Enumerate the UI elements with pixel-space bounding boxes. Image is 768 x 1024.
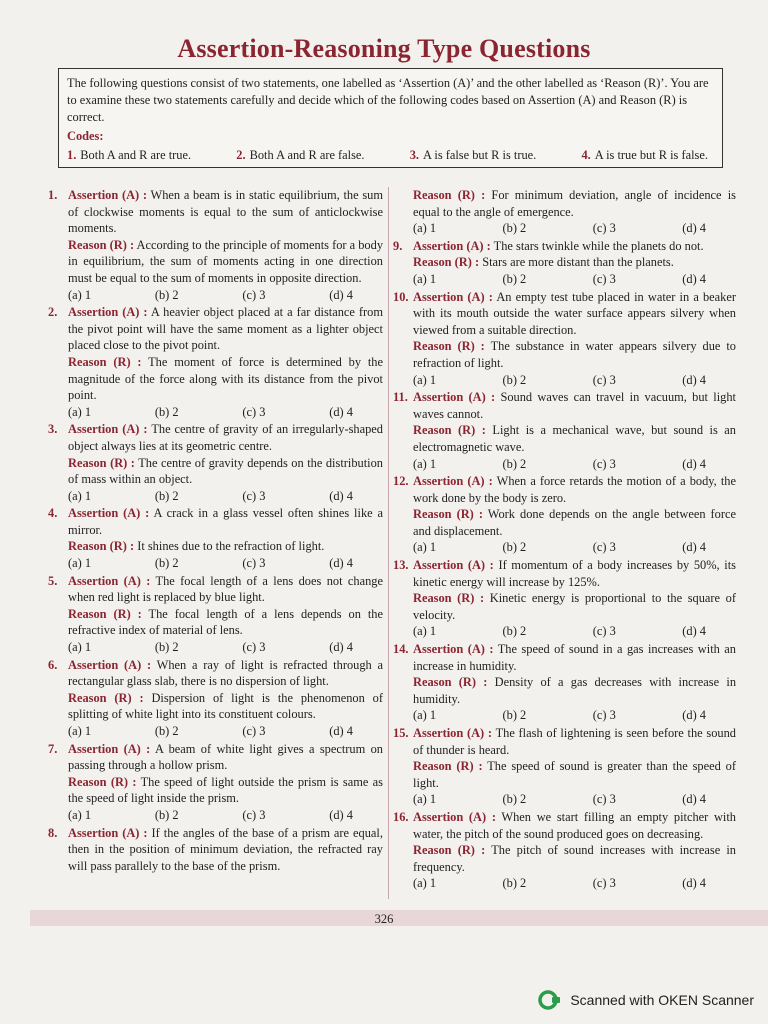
question-6 <box>48 657 383 740</box>
options-row <box>68 723 383 740</box>
reason-text: The substance in water appears silvery due to refraction of light. <box>413 339 736 370</box>
assertion-label: Assertion (A) : <box>413 390 496 405</box>
question-9 <box>393 238 736 288</box>
code-3: 3. A is false but R is true. <box>409 148 537 162</box>
question-number: 10. <box>393 289 409 304</box>
reason <box>68 774 383 807</box>
option-a: (a) 1 <box>68 488 92 503</box>
reason-label: Reason (R) : <box>68 774 137 789</box>
left-column <box>48 187 383 875</box>
reason-label: Reason (R) : <box>413 759 483 774</box>
assertion-text: The stars twinkle while the planets do not. <box>493 238 704 253</box>
question-number: 5. <box>48 573 58 588</box>
reason-label: Reason (R) : <box>413 188 486 202</box>
option-d: (d) 4 <box>682 624 706 639</box>
reason <box>413 842 736 875</box>
page-number: 326 <box>374 912 394 926</box>
option-b: (b) 2 <box>154 807 179 822</box>
assertion-text: When a force retards the motion of a body, the work done by the body is zero. <box>413 474 736 505</box>
option-c: (c) 3 <box>242 488 266 503</box>
question-number: 15. <box>393 726 409 740</box>
assertion-label: Assertion (A) : <box>68 657 152 672</box>
reason-text: Kinetic energy is proportional to the square of velocity. <box>413 591 736 622</box>
question-2 <box>48 304 383 420</box>
options-row <box>68 404 383 421</box>
option-d: (d) 4 <box>682 372 706 387</box>
question-number: 8. <box>48 825 58 840</box>
option-c: (c) 3 <box>592 372 616 387</box>
assertion <box>68 741 383 774</box>
assertion-text: If the angles of the base of a prism are equal, then in the position of minimum deviation, the refracted ray will pass parallely to the base of the prism. <box>68 825 383 873</box>
question-12 <box>393 473 736 556</box>
reason <box>413 338 736 371</box>
assertion-label: Assertion (A) : <box>68 305 148 320</box>
question-number: 7. <box>48 741 58 756</box>
option-a: (a) 1 <box>413 792 437 807</box>
reason-label: Reason (R) : <box>413 507 483 522</box>
question-number: 9. <box>393 238 403 253</box>
option-b: (b) 2 <box>154 724 179 738</box>
scanner-watermark <box>538 988 754 1012</box>
reason-text: The centre of gravity depends on the distribution of mass within an object. <box>68 455 383 487</box>
options-row <box>413 875 736 892</box>
option-a: (a) 1 <box>413 372 437 387</box>
reason <box>413 506 736 539</box>
option-d: (d) 4 <box>682 271 706 286</box>
assertion-label: Assertion (A) : <box>68 573 151 588</box>
assertion-label: Assertion (A) : <box>413 642 494 657</box>
option-b: (b) 2 <box>502 876 527 891</box>
assertion-label: Assertion (A) : <box>413 238 491 253</box>
option-a: (a) 1 <box>68 556 92 571</box>
code-2: 2. Both A and R are false. <box>236 148 365 162</box>
question-11 <box>393 389 736 472</box>
option-d: (d) 4 <box>682 221 706 236</box>
reason <box>68 690 383 723</box>
reason-text: It shines due to the refraction of light. <box>137 539 325 554</box>
options-row <box>68 488 383 505</box>
option-c: (c) 3 <box>592 708 616 723</box>
option-a: (a) 1 <box>68 724 92 738</box>
instructions-box <box>58 68 723 168</box>
question-10 <box>393 289 736 389</box>
reason-text: For minimum deviation, angle of incidence is equal to the angle of emergence. <box>413 188 736 219</box>
question-number: 1. <box>48 188 58 202</box>
reason-text: The focal length of a lens depends on the refractive index of material of lens. <box>68 606 384 638</box>
assertion-text: The flash of lightening is seen before the sound of thunder is heard. <box>413 726 736 757</box>
option-c: (c) 3 <box>242 807 266 822</box>
assertion <box>413 641 736 674</box>
option-a: (a) 1 <box>413 540 437 555</box>
option-a: (a) 1 <box>413 271 437 286</box>
reason <box>413 758 736 791</box>
option-c: (c) 3 <box>242 556 266 571</box>
reason-text: Dispersion of light is the phenomenon of splitting of white light into its constituent colours. <box>68 690 383 722</box>
column-divider <box>388 187 389 899</box>
assertion-text: The speed of sound in a gas increases with an increase in humidity. <box>413 642 736 673</box>
options-row <box>413 623 736 640</box>
assertion-text: The focal length of a lens does not change when red light is replaced by blue light. <box>68 573 383 605</box>
code-1: 1. Both A and R are true. <box>67 148 192 162</box>
option-a: (a) 1 <box>68 807 92 822</box>
assertion-label: Assertion (A) : <box>68 188 148 202</box>
option-c: (c) 3 <box>242 404 266 419</box>
option-c: (c) 3 <box>592 271 616 286</box>
option-c: (c) 3 <box>592 456 616 471</box>
page-title: Assertion-Reasoning Type Questions <box>177 34 591 63</box>
option-c: (c) 3 <box>592 624 616 639</box>
reason <box>68 354 383 404</box>
option-c: (c) 3 <box>592 540 616 555</box>
option-a: (a) 1 <box>413 624 437 639</box>
option-d: (d) 4 <box>329 724 353 738</box>
assertion-text: A crack in a glass vessel often shines like a mirror. <box>68 506 383 537</box>
question-number: 13. <box>393 558 409 573</box>
question-4 <box>48 505 383 571</box>
question-number: 4. <box>48 506 58 521</box>
assertion-text: An empty test tube placed in water in a beaker with its mouth outside the water surface appears silvery when viewed from a suitable direction. <box>413 289 736 337</box>
assertion-label: Assertion (A) : <box>413 474 493 489</box>
option-b: (b) 2 <box>502 792 527 807</box>
option-a: (a) 1 <box>413 221 437 236</box>
option-a: (a) 1 <box>413 876 437 891</box>
assertion <box>413 238 736 255</box>
assertion-text: When we start filling an empty pitcher with water, the pitch of the sound produced goes on decreasing. <box>413 809 736 841</box>
options-row <box>68 807 383 824</box>
option-b: (b) 2 <box>154 640 179 655</box>
option-d: (d) 4 <box>329 488 353 503</box>
question-number: 2. <box>48 305 58 320</box>
question-1 <box>48 187 383 303</box>
reason-text: The speed of light outside the prism is same as the speed of light inside the prism. <box>68 774 383 806</box>
option-d: (d) 4 <box>329 404 353 419</box>
question-number: 14. <box>393 642 409 657</box>
reason-label: Reason (R) : <box>68 354 142 369</box>
reason-text: Density of a gas decreases with increase in humidity. <box>413 675 737 706</box>
option-a: (a) 1 <box>413 708 437 723</box>
assertion-label: Assertion (A) : <box>413 558 494 573</box>
code-4: 4. A is true but R is false. <box>581 148 708 162</box>
reason <box>68 237 383 287</box>
option-d: (d) 4 <box>329 556 353 571</box>
question-14 <box>393 641 736 724</box>
assertion <box>413 809 736 842</box>
option-b: (b) 2 <box>502 456 527 471</box>
reason <box>68 606 383 639</box>
options-row <box>413 220 736 237</box>
option-d: (d) 4 <box>682 540 706 555</box>
option-b: (b) 2 <box>502 708 527 723</box>
option-a: (a) 1 <box>413 456 437 471</box>
assertion-label: Assertion (A) : <box>68 825 148 840</box>
option-d: (d) 4 <box>682 792 706 807</box>
reason <box>68 455 383 488</box>
question-16 <box>393 809 736 892</box>
question-5 <box>48 573 383 656</box>
reason-text: The moment of force is determined by the magnitude of the force along with its distance from the pivot point. <box>68 354 383 403</box>
reason-text: Work done depends on the angle between force and displacement. <box>413 507 736 538</box>
option-d: (d) 4 <box>329 807 353 822</box>
assertion-label: Assertion (A) : <box>413 809 496 824</box>
reason-label: Reason (R) : <box>413 843 486 858</box>
assertion-label: Assertion (A) : <box>68 422 148 437</box>
assertion-label: Assertion (A) : <box>413 726 493 740</box>
options-row <box>68 639 383 656</box>
question-8 <box>48 825 383 875</box>
option-a: (a) 1 <box>68 287 92 302</box>
option-d: (d) 4 <box>682 456 706 471</box>
assertion <box>413 473 736 506</box>
reason-label: Reason (R) : <box>68 539 135 554</box>
question-number: 6. <box>48 657 58 672</box>
option-a: (a) 1 <box>68 404 92 419</box>
question-number: 12. <box>393 474 409 489</box>
assertion-text: The centre of gravity of an irregularly-shaped object always lies at its geometric centre. <box>68 422 383 453</box>
question-15 <box>393 725 736 808</box>
codes-list <box>67 147 714 164</box>
reason-text: According to the principle of moments for a body in equilibrium, the sum of moments acting in one direction must be equal to the sum of moments in opposite direction. <box>68 237 384 285</box>
question-8-continued <box>393 187 736 237</box>
option-c: (c) 3 <box>242 724 266 738</box>
question-number: 11. <box>393 390 408 405</box>
oken-scanner-logo-icon <box>538 988 562 1012</box>
option-a: (a) 1 <box>68 640 92 655</box>
option-d: (d) 4 <box>329 287 353 302</box>
reason-text: Stars are more distant than the planets. <box>482 255 674 270</box>
options-row <box>68 555 383 572</box>
options-row <box>413 271 736 288</box>
reason-label: Reason (R) : <box>68 455 135 470</box>
option-c: (c) 3 <box>592 876 616 891</box>
option-b: (b) 2 <box>502 624 527 639</box>
options-row <box>413 456 736 473</box>
assertion <box>68 825 383 875</box>
assertion <box>413 389 736 422</box>
options-row <box>413 539 736 556</box>
option-b: (b) 2 <box>502 221 527 236</box>
assertion <box>68 505 383 538</box>
reason <box>413 422 736 455</box>
option-b: (b) 2 <box>502 372 527 387</box>
question-3 <box>48 421 383 504</box>
assertion <box>68 573 383 606</box>
assertion-text: Sound waves can travel in vacuum, but light waves cannot. <box>413 390 736 421</box>
assertion <box>68 421 383 454</box>
assertion-text: A heavier object placed at a far distance from the pivot point will have the same moment as a lighter object placed close to the pivot point. <box>68 305 383 353</box>
assertion-text: When a beam is in static equilibrium, the sum of clockwise moments is equal to the sum of anticlockwise moments. <box>68 188 383 236</box>
options-row <box>68 287 383 304</box>
question-7 <box>48 741 383 824</box>
reason-label: Reason (R) : <box>413 675 488 690</box>
option-c: (c) 3 <box>592 792 616 807</box>
option-d: (d) 4 <box>329 640 353 655</box>
option-b: (b) 2 <box>502 540 527 555</box>
reason-label: Reason (R) : <box>413 255 480 270</box>
reason-text: The speed of sound is greater than the speed of light. <box>413 759 737 790</box>
reason <box>68 538 383 555</box>
option-b: (b) 2 <box>154 488 179 503</box>
reason-label: Reason (R) : <box>413 423 486 438</box>
assertion <box>68 304 383 354</box>
assertion-label: Assertion (A) : <box>413 289 493 304</box>
reason <box>413 254 736 271</box>
question-number: 16. <box>393 809 409 824</box>
assertion <box>413 725 736 758</box>
assertion-label: Assertion (A) : <box>68 741 151 756</box>
assertion-text: If momentum of a body increases by 50%, its kinetic energy will increase by 125%. <box>413 558 736 589</box>
assertion-text: A beam of white light gives a spectrum on passing through a hollow prism. <box>68 741 383 773</box>
reason <box>413 590 736 623</box>
assertion <box>68 657 383 690</box>
reason-label: Reason (R) : <box>413 339 485 354</box>
reason-label: Reason (R) : <box>68 237 135 252</box>
question-number: 3. <box>48 422 58 437</box>
assertion-text: When a ray of light is refracted through a rectangular glass slab, there is no dispersion of light. <box>68 657 383 689</box>
reason-label: Reason (R) : <box>68 690 144 705</box>
option-d: (d) 4 <box>682 876 706 891</box>
reason-label: Reason (R) : <box>68 606 142 621</box>
instructions-text: The following questions consist of two statements, one labelled as ‘Assertion (A)’ and the other labelled as ‘Reason (R)’. You are to examine these two statements carefully and decide which of the following codes based on Assertion (A) and Reason (R) is correct. <box>67 76 709 124</box>
options-row <box>413 791 736 808</box>
option-c: (c) 3 <box>592 221 616 236</box>
options-row <box>413 372 736 389</box>
assertion <box>68 187 383 237</box>
assertion <box>413 289 736 339</box>
option-c: (c) 3 <box>242 640 266 655</box>
option-d: (d) 4 <box>682 708 706 723</box>
codes-label: Codes: <box>67 129 104 143</box>
reason-text: The pitch of sound increases with increase in frequency. <box>413 843 737 874</box>
right-column <box>393 187 736 893</box>
option-b: (b) 2 <box>502 271 527 286</box>
option-b: (b) 2 <box>154 404 179 419</box>
question-13 <box>393 557 736 640</box>
option-b: (b) 2 <box>154 556 179 571</box>
scanner-text: Scanned with OKEN Scanner <box>570 992 754 1008</box>
assertion <box>413 557 736 590</box>
reason-text: Light is a mechanical wave, but sound is an electromagnetic wave. <box>413 423 736 454</box>
reason-label: Reason (R) : <box>413 591 485 606</box>
option-c: (c) 3 <box>242 287 266 302</box>
option-b: (b) 2 <box>154 287 179 302</box>
assertion-label: Assertion (A) : <box>68 506 150 521</box>
options-row <box>413 707 736 724</box>
reason <box>413 674 736 707</box>
